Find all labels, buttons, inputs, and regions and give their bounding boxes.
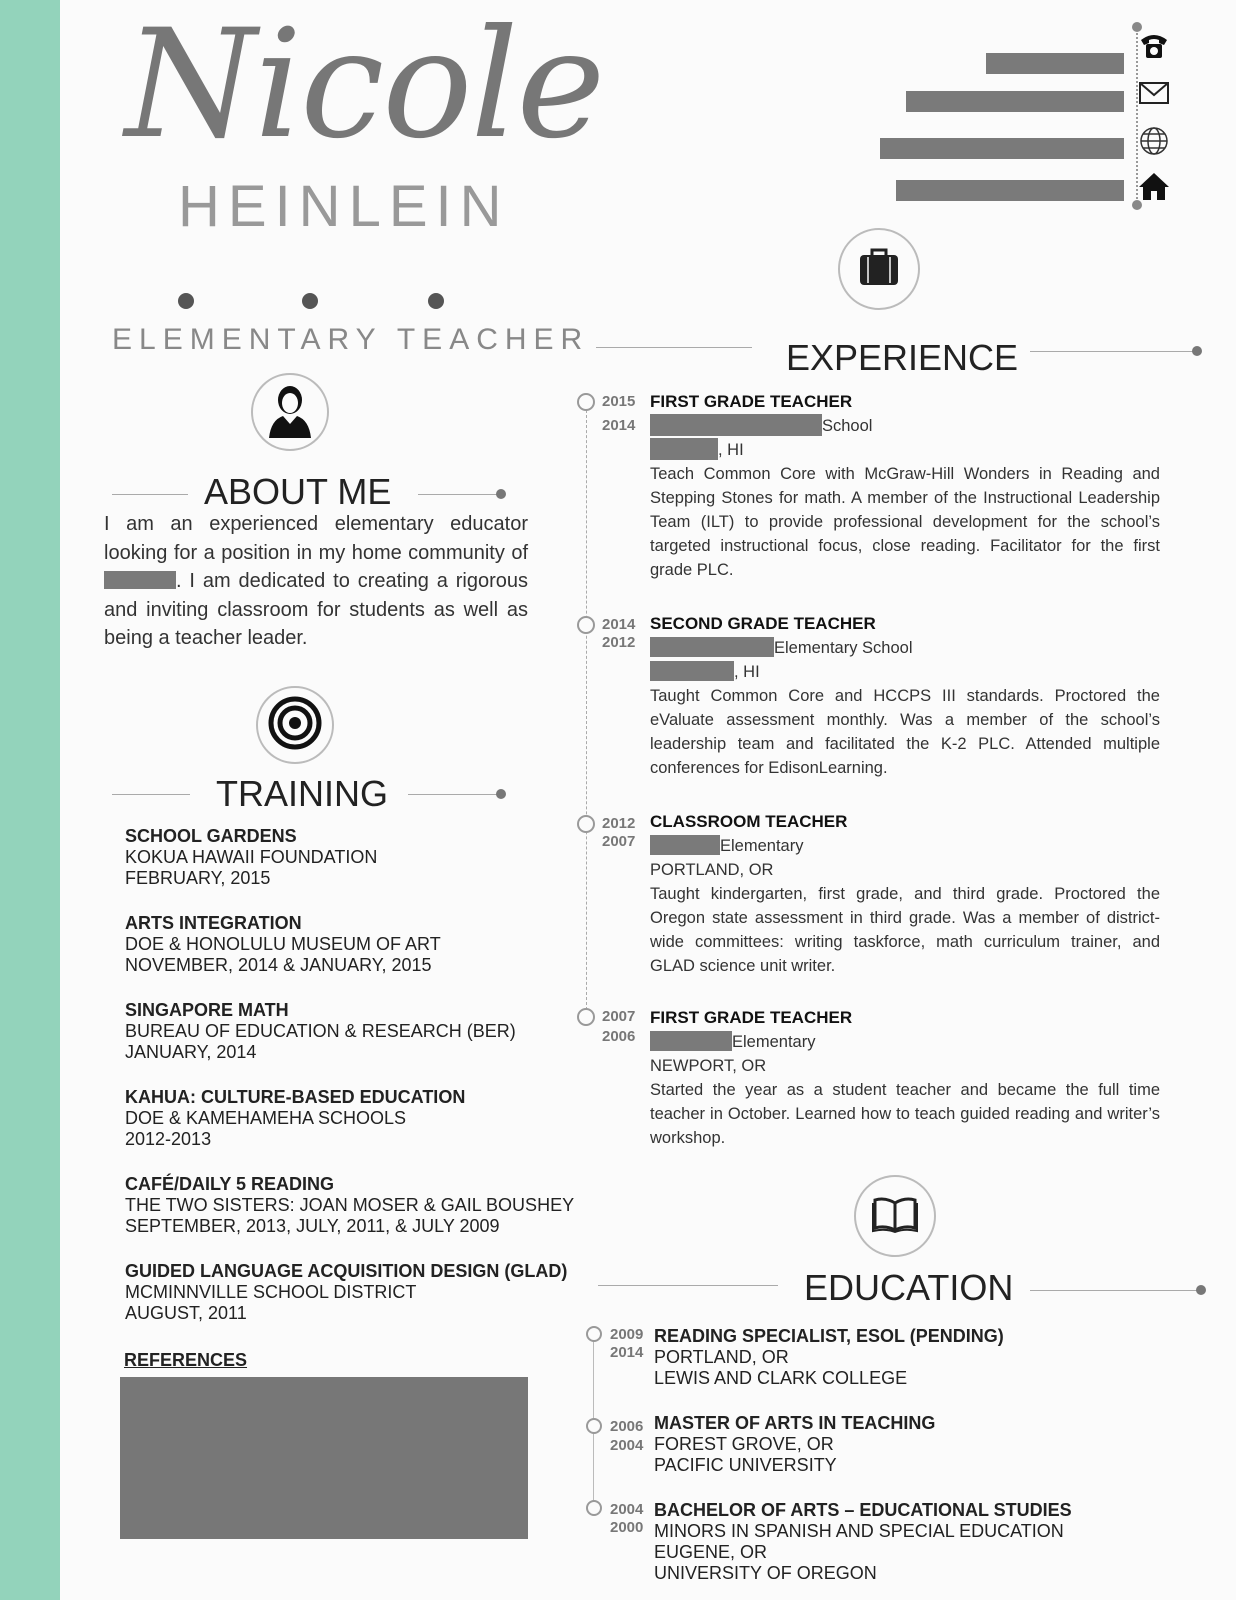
training-date: 2012-2013 <box>125 1129 212 1149</box>
timeline-node <box>577 616 595 634</box>
education-rule-left <box>598 1285 778 1286</box>
about-rule-dot <box>496 489 506 499</box>
training-item <box>125 1174 574 1237</box>
location-suffix: , HI <box>734 663 760 681</box>
training-org: MCMINNVILLE SCHOOL DISTRICT <box>125 1282 417 1302</box>
decor-dot <box>302 293 318 309</box>
decor-dot <box>428 293 444 309</box>
about-heading: ABOUT ME <box>204 471 392 512</box>
year-end: 2014 <box>602 616 636 633</box>
training-org: BUREAU OF EDUCATION & RESEARCH (BER) <box>125 1021 516 1041</box>
accent-sidebar <box>0 0 60 1600</box>
redacted-school <box>650 637 774 657</box>
experience-school <box>650 636 1160 660</box>
year-start: 2006 <box>602 1028 636 1045</box>
target-icon <box>268 696 322 755</box>
job-title: ELEMENTARY TEACHER <box>112 323 590 356</box>
experience-heading: EXPERIENCE <box>786 337 1019 378</box>
experience-rule-left <box>596 347 752 348</box>
training-date: NOVEMBER, 2014 & JANUARY, 2015 <box>125 955 432 975</box>
training-title: SCHOOL GARDENS <box>125 826 297 846</box>
education-circle <box>854 1175 936 1257</box>
redacted-references <box>120 1377 528 1539</box>
experience-description: Teach Common Core with McGraw-Hill Wonders in Reading and Stepping Stones for math. A member of the Instructional Leadership Team (ILT) to provide professional development for the school’s targeted instructional focus, close reading. Facilitator for the first grade PLC. <box>650 465 1160 579</box>
redacted-website <box>880 138 1124 159</box>
experience-description: Started the year as a student teacher and became the full time teacher in October. Learned how to teach guided reading and writer’s workshop. <box>650 1081 1160 1147</box>
education-item <box>654 1413 935 1476</box>
phone-icon <box>1137 30 1171 67</box>
training-date: JANUARY, 2014 <box>125 1042 257 1062</box>
decor-dot <box>178 293 194 309</box>
redacted-school <box>650 414 822 436</box>
training-rule-dot <box>496 789 506 799</box>
training-title: KAHUA: CULTURE-BASED EDUCATION <box>125 1087 466 1107</box>
training-title: CAFÉ/DAILY 5 READING <box>125 1174 335 1194</box>
experience-timeline <box>586 410 587 1010</box>
about-rule-left <box>112 494 188 495</box>
year-b: 2000 <box>610 1519 644 1536</box>
redacted-address <box>896 180 1124 201</box>
last-name: HEINLEIN <box>178 174 510 239</box>
experience-description: Taught kindergarten, first grade, and third grade. Proctored the Oregon state assessment in third grade. Was a member of district-wide committees: writing taskforce, math curriculum trainer, and GLAD science unit writer. <box>650 885 1160 975</box>
briefcase-icon <box>857 247 901 292</box>
redacted-phone <box>986 53 1124 74</box>
experience-school <box>650 834 1160 858</box>
person-icon <box>265 382 315 443</box>
experience-title: CLASSROOM TEACHER <box>650 812 848 831</box>
experience-location <box>650 660 1160 684</box>
degree-line: LEWIS AND CLARK COLLEGE <box>654 1368 908 1388</box>
about-rule-right <box>418 494 502 495</box>
degree-line: EUGENE, OR <box>654 1542 768 1562</box>
globe-icon <box>1137 125 1171 162</box>
year-b: 2004 <box>610 1437 644 1454</box>
timeline-node <box>586 1500 602 1516</box>
training-item <box>125 1087 465 1150</box>
experience-circle <box>838 228 920 310</box>
book-icon <box>871 1195 919 1238</box>
experience-location <box>650 438 1160 462</box>
school-suffix: Elementary School <box>774 639 913 657</box>
year-start: 2007 <box>602 833 636 850</box>
redacted-city <box>650 438 718 460</box>
year-a: 2004 <box>610 1501 644 1518</box>
year-a: 2006 <box>610 1418 644 1435</box>
training-org: KOKUA HAWAII FOUNDATION <box>125 847 378 867</box>
year-b: 2014 <box>610 1344 644 1361</box>
year-end: 2012 <box>602 815 636 832</box>
degree-line: MINORS IN SPANISH AND SPECIAL EDUCATION <box>654 1521 1064 1541</box>
training-item <box>125 913 441 976</box>
experience-location: NEWPORT, OR <box>650 1057 767 1075</box>
experience-description: Taught Common Core and HCCPS III standards. Proctored the eValuate assessment monthly. Was a member of the school’s leadership team and facilitated the K-2 PLC. Attended multiple conferences for EdisonLearning. <box>650 687 1160 777</box>
redacted-community <box>104 571 176 589</box>
training-title: GUIDED LANGUAGE ACQUISITION DESIGN (GLAD) <box>125 1261 568 1281</box>
timeline-node <box>577 393 595 411</box>
experience-item <box>650 390 1160 582</box>
education-item <box>654 1326 1004 1389</box>
training-date: FEBRUARY, 2015 <box>125 868 271 888</box>
about-text <box>104 510 528 653</box>
training-org: DOE & KAMEHAMEHA SCHOOLS <box>125 1108 407 1128</box>
degree-title: READING SPECIALIST, ESOL (PENDING) <box>654 1326 1004 1346</box>
experience-rule-dot <box>1192 346 1202 356</box>
location-suffix: , HI <box>718 441 744 459</box>
experience-rule-right <box>1030 351 1196 352</box>
training-title: ARTS INTEGRATION <box>125 913 302 933</box>
redacted-city <box>650 661 734 681</box>
timeline-node <box>577 1008 595 1026</box>
training-item <box>125 826 377 889</box>
references-label: REFERENCES <box>124 1350 248 1370</box>
training-rule-right <box>408 794 502 795</box>
home-icon <box>1137 170 1171 207</box>
year-start: 2014 <box>602 417 636 434</box>
experience-item <box>650 810 1160 978</box>
degree-title: BACHELOR OF ARTS – EDUCATIONAL STUDIES <box>654 1500 1072 1520</box>
redacted-school <box>650 1031 732 1051</box>
first-name: Nicole <box>125 0 604 172</box>
timeline-node <box>577 815 595 833</box>
education-heading: EDUCATION <box>804 1267 1014 1308</box>
degree-line: FOREST GROVE, OR <box>654 1434 834 1454</box>
degree-line: UNIVERSITY OF OREGON <box>654 1563 877 1583</box>
about-circle <box>251 373 329 451</box>
training-item <box>125 1261 567 1324</box>
experience-title: SECOND GRADE TEACHER <box>650 614 876 633</box>
experience-title: FIRST GRADE TEACHER <box>650 1008 853 1027</box>
school-suffix: Elementary <box>720 837 804 855</box>
education-rule-right <box>1030 1290 1200 1291</box>
redacted-email <box>906 91 1124 112</box>
training-date: AUGUST, 2011 <box>125 1303 247 1323</box>
experience-school <box>650 414 1160 438</box>
about-text-end: . I am dedicated to creating a rigorous and inviting classroom for students as well as being a teacher leader. <box>104 570 528 649</box>
training-org: DOE & HONOLULU MUSEUM OF ART <box>125 934 441 954</box>
training-date: SEPTEMBER, 2013, JULY, 2011, & JULY 2009 <box>125 1216 500 1236</box>
experience-school <box>650 1030 1160 1054</box>
year-end: 2015 <box>602 393 636 410</box>
training-org: THE TWO SISTERS: JOAN MOSER & GAIL BOUSHEY <box>125 1195 575 1215</box>
school-suffix: Elementary <box>732 1033 816 1051</box>
training-item <box>125 1000 516 1063</box>
training-circle <box>256 686 334 764</box>
degree-line: PORTLAND, OR <box>654 1347 789 1367</box>
education-item <box>654 1500 1072 1584</box>
experience-location: PORTLAND, OR <box>650 861 774 879</box>
year-a: 2009 <box>610 1326 644 1343</box>
envelope-icon <box>1137 80 1171 111</box>
training-heading: TRAINING <box>216 773 389 814</box>
year-start: 2012 <box>602 634 636 651</box>
timeline-node <box>586 1326 602 1342</box>
timeline-node <box>586 1418 602 1434</box>
training-rule-left <box>112 794 190 795</box>
degree-line: PACIFIC UNIVERSITY <box>654 1455 837 1475</box>
experience-item <box>650 612 1160 780</box>
redacted-school <box>650 835 720 855</box>
experience-item <box>650 1006 1160 1150</box>
training-title: SINGAPORE MATH <box>125 1000 289 1020</box>
experience-title: FIRST GRADE TEACHER <box>650 392 853 411</box>
about-text-start: I am an experienced elementary educator looking for a position in my home community of <box>104 513 528 564</box>
year-end: 2007 <box>602 1008 636 1025</box>
degree-title: MASTER OF ARTS IN TEACHING <box>654 1413 936 1433</box>
school-suffix: School <box>822 417 873 435</box>
education-rule-dot <box>1196 1285 1206 1295</box>
